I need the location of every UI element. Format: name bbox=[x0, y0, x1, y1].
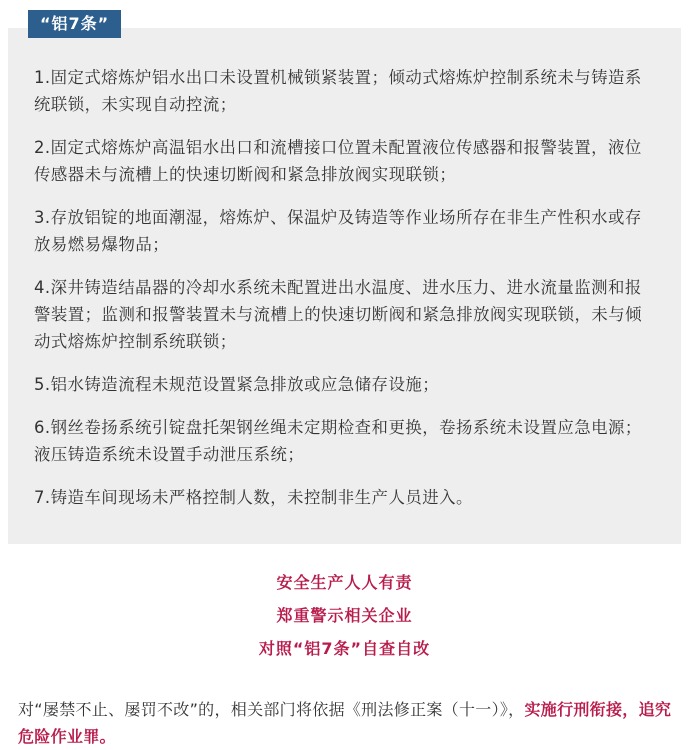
notice-item-7: 7.铸造车间现场未严格控制人数，未控制非生产人员进入。 bbox=[34, 488, 473, 507]
notice-item-3: 3.存放铝锭的地面潮湿，熔炼炉、保温炉及铸造等作业场所存在非生产性积水或存放易燃易爆物品； bbox=[34, 208, 642, 254]
footer-emphasis: 实施行刑衔接，追究危险作业罪。 bbox=[18, 700, 672, 746]
notice-box bbox=[8, 28, 681, 544]
footer-text: 对“屡禁不止、屡罚不改”的，相关部门将依据《刑法修正案（十一）》， bbox=[18, 700, 525, 719]
slogan-line-3: 对照“铝7条”自查自改 bbox=[258, 639, 431, 658]
section-tag: “铝7条” bbox=[28, 10, 121, 38]
slogan-block bbox=[0, 566, 689, 665]
slogan-line-1: 安全生产人人有责 bbox=[276, 573, 413, 592]
slogan-line-2: 郑重警示相关企业 bbox=[276, 606, 413, 625]
notice-item-5: 5.铝水铸造流程未规范设置紧急排放或应急储存设施； bbox=[34, 375, 440, 394]
notice-item-4: 4.深井铸造结晶器的冷却水系统未配置进出水温度、进水压力、进水流量监测和报警装置；监测和报警装置未与流槽上的快速切断阀和紧急排放阀实现联锁，未与倾动式熔炼炉控制系统联锁； bbox=[34, 278, 643, 351]
notice-item-1: 1.固定式熔炼炉铝水出口未设置机械锁紧装置；倾动式熔炼炉控制系统未与铸造系统联锁，未实现自动控流； bbox=[34, 68, 642, 114]
notice-item-2: 2.固定式熔炼炉高温铝水出口和流槽接口位置未配置液位传感器和报警装置，液位传感器未与流槽上的快速切断阀和紧急排放阀实现联锁； bbox=[34, 138, 642, 184]
notice-item-6: 6.钢丝卷扬系统引锭盘托架钢丝绳未定期检查和更换，卷扬系统未设置应急电源；液压铸造系统未设置手动泄压系统； bbox=[34, 418, 642, 464]
